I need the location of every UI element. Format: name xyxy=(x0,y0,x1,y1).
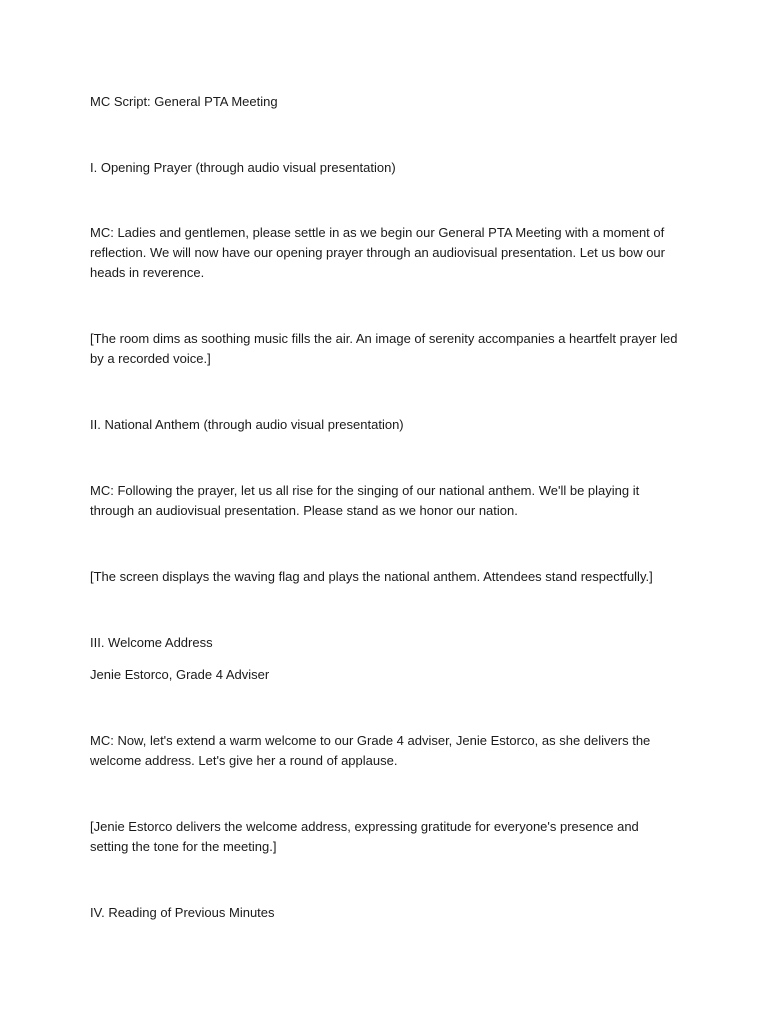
stage-direction-prayer: [The room dims as soothing music fills the air. An image of serenity accompanies a heartfelt prayer led by a recorded voice.] xyxy=(90,331,678,366)
document-title: MC Script: General PTA Meeting xyxy=(90,94,278,109)
section-heading-welcome-address: III. Welcome Address xyxy=(90,635,213,650)
section-heading-opening-prayer: I. Opening Prayer (through audio visual presentation) xyxy=(90,160,396,175)
mc-line-welcome: MC: Now, let's extend a warm welcome to our Grade 4 adviser, Jenie Estorco, as she delivers the welcome address. Let's give her a round of applause. xyxy=(90,733,651,768)
speaker-name: Jenie Estorco, Grade 4 Adviser xyxy=(90,667,270,682)
stage-direction-welcome: [Jenie Estorco delivers the welcome address, expressing gratitude for everyone's presence and setting the tone for the meeting.] xyxy=(90,819,639,854)
section-heading-previous-minutes: IV. Reading of Previous Minutes xyxy=(90,905,275,920)
stage-direction-anthem: [The screen displays the waving flag and plays the national anthem. Attendees stand respectfully.] xyxy=(90,569,653,584)
mc-line-anthem: MC: Following the prayer, let us all rise for the singing of our national anthem. We'll be playing it through an audiovisual presentation. Please stand as we honor our nation. xyxy=(90,483,640,518)
mc-line-opening: MC: Ladies and gentlemen, please settle in as we begin our General PTA Meeting with a moment of reflection. We will now have our opening prayer through an audiovisual presentation. Let us bow our heads in reverence. xyxy=(90,225,665,280)
section-heading-national-anthem: II. National Anthem (through audio visual presentation) xyxy=(90,417,404,432)
